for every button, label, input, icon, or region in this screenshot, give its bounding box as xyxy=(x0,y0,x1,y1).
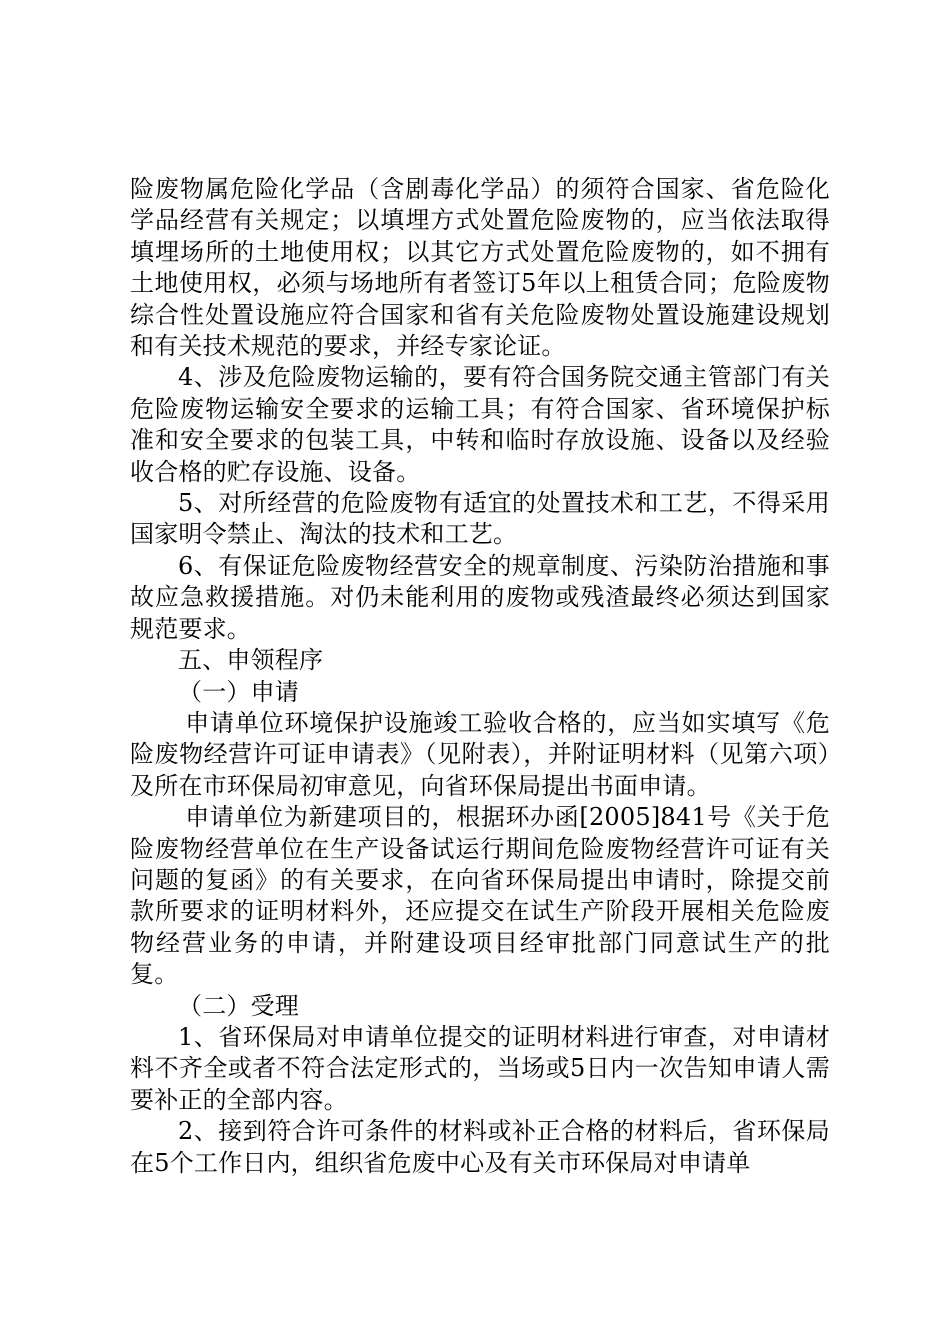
paragraph-application-requirements: 申请单位环境保护设施竣工验收合格的，应当如实填写《危险废物经营许可证申请表》（见附表），并附证明材料（见第六项）及所在市环保局初审意见，向省环保局提出书面申请。 xyxy=(130,708,830,800)
section-heading-application-procedure: 五、申领程序 xyxy=(178,646,324,675)
paragraph-continuation: 险废物属危险化学品（含剧毒化学品）的须符合国家、省危险化学品经营有关规定；以填埋方式处置危险废物的，应当依法取得填埋场所的土地使用权；以其它方式处置危险废物的，如不拥有土地使用权，必须与场地所有者签订5年以上租赁合同；危险废物综合性处置设施应符合国家和省有关危险废物处置设施建设规划和有关技术规范的要求，并经专家论证。 xyxy=(130,175,830,361)
paragraph-item-5: 5、对所经营的危险废物有适宜的处置技术和工艺，不得采用国家明令禁止、淘汰的技术和工艺。 xyxy=(130,489,830,549)
paragraph-acceptance-item-2: 2、接到符合许可条件的材料或补正合格的材料后，省环保局在5个工作日内，组织省危废中心及有关市环保局对申请单 xyxy=(130,1117,830,1177)
paragraph-acceptance-item-1: 1、省环保局对申请单位提交的证明材料进行审查，对申请材料不齐全或者不符合法定形式的，当场或5日内一次告知申请人需要补正的全部内容。 xyxy=(130,1022,830,1114)
subsection-heading-application: （一）申请 xyxy=(178,677,299,706)
paragraph-item-4: 4、涉及危险废物运输的，要有符合国务院交通主管部门有关危险废物运输安全要求的运输工具；有符合国家、省环境保护标准和安全要求的包装工具，中转和临时存放设施、设备以及经验收合格的贮存设施、设备。 xyxy=(130,363,830,486)
paragraph-new-project-application: 申请单位为新建项目的，根据环办函[2005]841号《关于危险废物经营单位在生产设备试运行期间危险废物经营许可证有关问题的复函》的有关要求，在向省环保局提出申请时，除提交前款所要求的证明材料外，还应提交在试生产阶段开展相关危险废物经营业务的申请，并附建设项目经审批部门同意试生产的批复。 xyxy=(130,803,830,989)
document-page xyxy=(130,174,830,1179)
subsection-heading-acceptance: （二）受理 xyxy=(178,991,299,1020)
paragraph-item-6: 6、有保证危险废物经营安全的规章制度、污染防治措施和事故应急救援措施。对仍未能利用的废物或残渣最终必须达到国家规范要求。 xyxy=(130,551,830,643)
